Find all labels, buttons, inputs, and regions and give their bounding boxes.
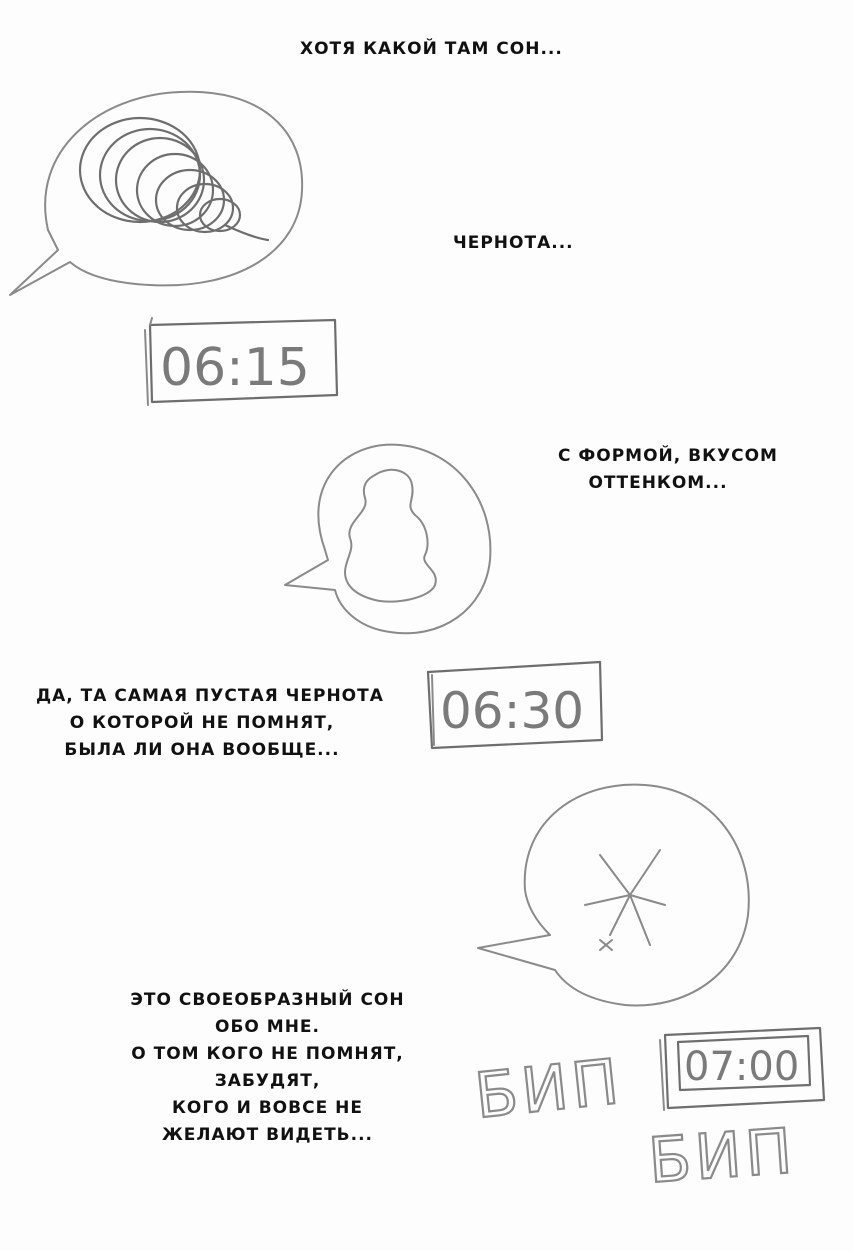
scribble-icon bbox=[80, 118, 268, 240]
caption-dream-line6: ЖЕЛАЮТ ВИДЕТЬ... bbox=[161, 1125, 374, 1145]
caption-dream-line1: ЭТО СВОЕОБРАЗНЫЙ СОН bbox=[130, 990, 405, 1010]
caption-empty-line2: О КОТОРОЙ НЕ ПОМНЯТ, bbox=[69, 713, 335, 733]
caption-top bbox=[300, 36, 563, 63]
caption-empty bbox=[36, 683, 384, 764]
caption-blackness-line: ЧЕРНОТА... bbox=[453, 233, 574, 253]
clock-0615-text: 06:15 bbox=[160, 338, 310, 398]
speech-bubble-scribble bbox=[10, 92, 302, 295]
caption-dream-line2: ОБО МНЕ. bbox=[215, 1017, 320, 1037]
speech-bubble-burst bbox=[478, 785, 749, 1006]
caption-blackness bbox=[453, 230, 574, 257]
caption-empty-line3: БЫЛА ЛИ ОНА ВООБЩЕ... bbox=[64, 740, 340, 760]
clock-0630 bbox=[428, 662, 602, 748]
caption-dream-line5: КОГО И ВОВСЕ НЕ bbox=[172, 1098, 363, 1118]
speech-bubble-blob bbox=[285, 445, 490, 634]
beep-sound-1: БИП bbox=[471, 1044, 626, 1133]
caption-shape-line1: С ФОРМОЙ, ВКУСОМ bbox=[558, 446, 778, 466]
caption-top-line: ХОТЯ КАКОЙ ТАМ СОН... bbox=[300, 39, 563, 59]
clock-0615 bbox=[145, 318, 337, 405]
clock-0700 bbox=[660, 1028, 824, 1110]
caption-dream-line4: ЗАБУДЯТ, bbox=[214, 1071, 321, 1091]
clock-0630-text: 06:30 bbox=[440, 682, 585, 740]
caption-dream-line3: О ТОМ КОГО НЕ ПОМНЯТ, bbox=[131, 1044, 404, 1064]
beep-sound-2: БИП bbox=[646, 1114, 799, 1198]
caption-dream bbox=[130, 987, 405, 1149]
caption-shape bbox=[558, 443, 778, 497]
clock-0700-text: 07:00 bbox=[684, 1044, 800, 1090]
caption-empty-line1: ДА, ТА САМАЯ ПУСТАЯ ЧЕРНОТА bbox=[36, 686, 384, 706]
caption-shape-line2: ОТТЕНКОМ... bbox=[588, 473, 728, 493]
